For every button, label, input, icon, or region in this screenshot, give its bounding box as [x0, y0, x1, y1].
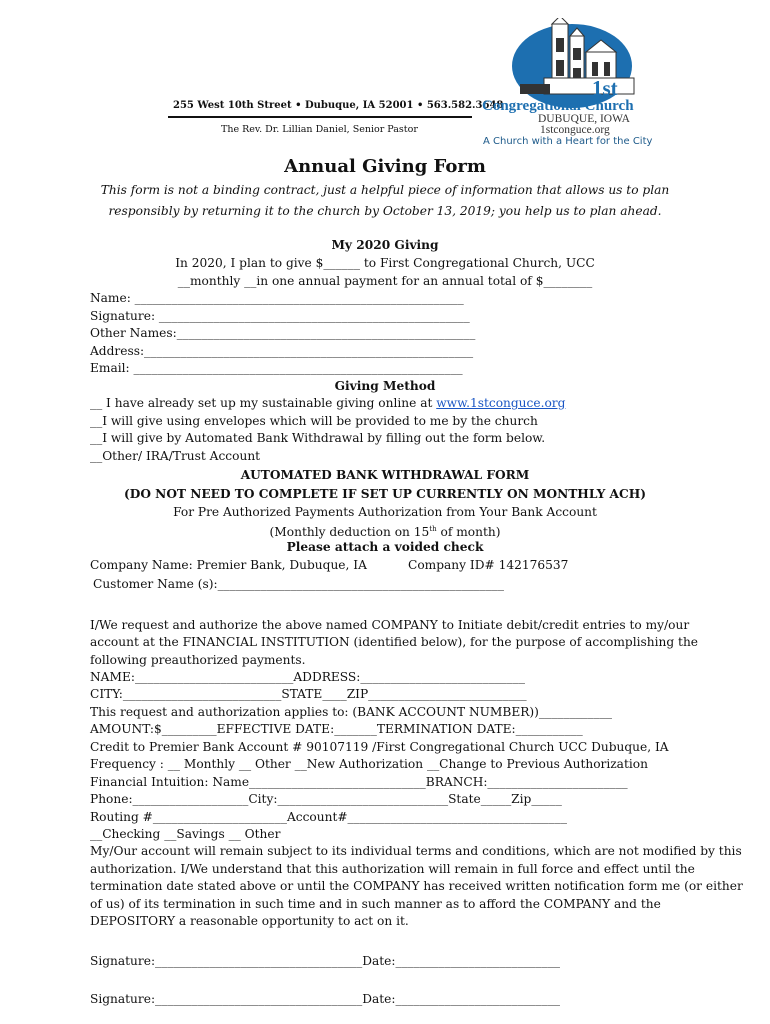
method-option-envelopes[interactable]: __I will give using envelopes which will be provided to me by the church: [90, 414, 538, 428]
deduction-prefix: (Monthly deduction on 15: [269, 525, 430, 540]
method-option-online-label: __ I have already set up my sustainable giving online at: [90, 396, 437, 410]
terms-line-5: DEPOSITORY a reasonable opportunity to act on it.: [90, 914, 409, 928]
method-option-ach[interactable]: __I will give by Automated Bank Withdrawal by filling out the form below.: [90, 431, 546, 445]
ach-heading: AUTOMATED BANK WITHDRAWAL FORM: [240, 468, 530, 482]
signature-date-field-2[interactable]: Signature:__________________________________Date:___________________________: [90, 992, 561, 1006]
ach-name-address-field[interactable]: NAME:__________________________ADDRESS:___________________________: [90, 670, 525, 684]
church-website-link[interactable]: www.1stconguce.org: [436, 396, 566, 410]
company-id: Company ID# 142176537: [408, 558, 569, 572]
logo-name-line2: Congregational Church: [482, 98, 634, 114]
voided-check-note: Please attach a voided check: [286, 540, 484, 554]
frequency-options[interactable]: Frequency : __ Monthly __ Other __New Authorization __Change to Previous Authorization: [90, 757, 648, 771]
bank-account-number-field[interactable]: This request and authorization applies to: (BANK ACCOUNT NUMBER))____________: [90, 705, 613, 719]
terms-line-3: termination date stated above or until the COMPANY has received written notification form me (or either: [90, 879, 743, 893]
logo-tagline: A Church with a Heart for the City: [483, 136, 653, 147]
intro-line-2: responsibly by returning it to the church by October 13, 2019; you help us to plan ahead.: [108, 204, 662, 218]
logo-name-line1: 1st: [592, 76, 618, 100]
ach-city-state-zip-field[interactable]: CITY:__________________________STATE____ZIP__________________________: [90, 687, 527, 701]
ach-subheading: (DO NOT NEED TO COMPLETE IF SET UP CURRENTLY ON MONTHLY ACH): [123, 487, 646, 501]
method-heading: Giving Method: [334, 379, 436, 393]
account-type-options[interactable]: __Checking __Savings __ Other: [90, 827, 281, 841]
signature-date-field-1[interactable]: Signature:__________________________________Date:___________________________: [90, 954, 561, 968]
method-option-online[interactable]: [90, 395, 565, 412]
deduction-sup: th: [429, 525, 437, 533]
signature-field[interactable]: Signature: ___________________________________________________: [90, 309, 470, 323]
giving-heading: My 2020 Giving: [331, 238, 439, 252]
financial-institution-field[interactable]: Financial Intuition: Name_____________________________BRANCH:_______________________: [90, 775, 628, 789]
customer-name-field[interactable]: Customer Name (s):_______________________________________________: [93, 577, 504, 591]
deduction-suffix: of month): [436, 525, 501, 540]
logo-city: DUBUQUE, IOWA: [538, 113, 630, 125]
email-field[interactable]: Email: ______________________________________________________: [90, 361, 463, 375]
intro-line-1: This form is not a binding contract, just a helpful piece of information that allows us to plan: [100, 183, 670, 197]
routing-account-field[interactable]: Routing #______________________Account#____________________________________: [90, 810, 567, 824]
ach-auth-line: For Pre Authorized Payments Authorization from Your Bank Account: [173, 505, 597, 519]
church-address: 255 West 10th Street • Dubuque, IA 52001 • 563.582.3648: [173, 100, 504, 111]
company-name: Company Name: Premier Bank, Dubuque, IA: [90, 558, 367, 572]
auth-para-line-2: account at the FINANCIAL INSTITUTION (identified below), for the purpose of accomplishing the: [90, 635, 699, 649]
address-field[interactable]: Address:______________________________________________________: [90, 344, 474, 358]
phone-city-field[interactable]: Phone:___________________City:____________________________State_____Zip_____: [90, 792, 562, 806]
giving-frequency-line: __monthly __in one annual payment for an annual total of $________: [177, 274, 593, 288]
auth-para-line-3: following preauthorized payments.: [90, 653, 306, 667]
name-field[interactable]: Name: ______________________________________________________: [90, 291, 464, 305]
auth-para-line-1: I/We request and authorize the above named COMPANY to Initiate debit/credit entries to my/our: [90, 618, 690, 632]
terms-line-2: authorization. I/We understand that this authorization will remain in full force and effect until the: [90, 862, 695, 876]
giving-amount-line: In 2020, I plan to give $______ to First Congregational Church, UCC: [175, 256, 595, 270]
method-option-other[interactable]: __Other/ IRA/Trust Account: [90, 449, 261, 463]
form-title: Annual Giving Form: [284, 156, 486, 177]
logo-url: 1stconguce.org: [540, 124, 610, 136]
terms-line-4: of us) of its termination in such time and in such manner as to afford the COMPANY and the: [90, 897, 661, 911]
terms-line-1: My/Our account will remain subject to its individual terms and conditions, which are not modified by this: [90, 844, 742, 858]
amount-dates-field[interactable]: AMOUNT:$_________EFFECTIVE DATE:_______TERMINATION DATE:___________: [90, 722, 583, 736]
church-logo: [478, 18, 648, 150]
header-rule: [168, 116, 472, 118]
other-names-field[interactable]: Other Names:_________________________________________________: [90, 326, 476, 340]
credit-to-line: Credit to Premier Bank Account # 90107119 /First Congregational Church UCC Dubuque, IA: [90, 740, 669, 754]
pastor-line: The Rev. Dr. Lillian Daniel, Senior Pastor: [221, 124, 418, 135]
